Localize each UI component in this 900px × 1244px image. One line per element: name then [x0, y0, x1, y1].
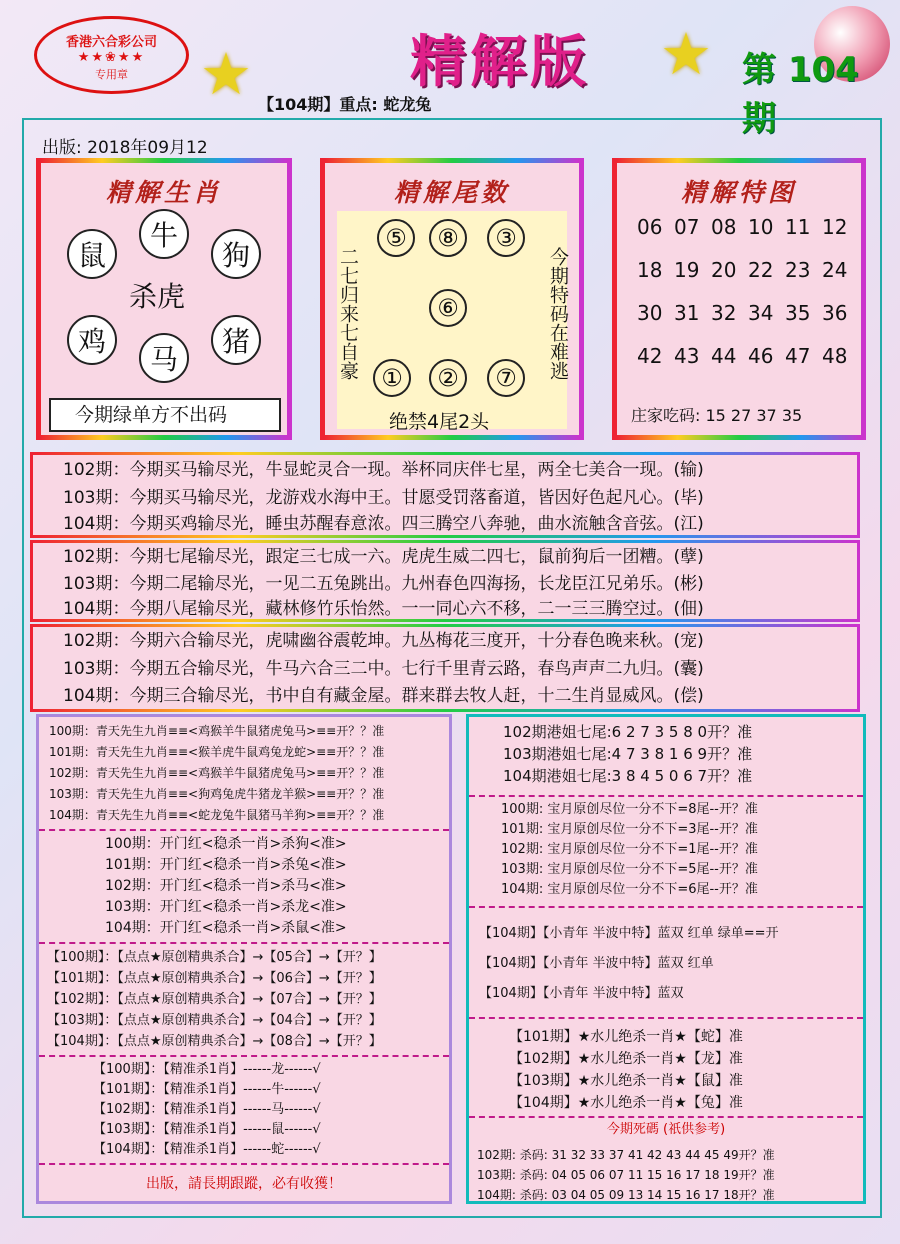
special-number: 22 [748, 258, 774, 282]
poem-block-3 [30, 624, 860, 712]
list-item: 100期：开门红<稳杀一肖>杀狗<准> [105, 836, 347, 852]
tail-circle: ⑦ [487, 359, 525, 397]
company-seal: 香港六合彩公司 ★★❀★★ 专用章 [34, 16, 189, 94]
list-item: 【104期】【小青年 半波中特】蓝双 红单 [479, 956, 714, 971]
page-title: 精解版 [410, 29, 590, 95]
list-item: 101期：青天先生九肖≡≡<猴羊虎牛鼠鸡兔龙蛇>≡≡开？？准 [49, 745, 385, 759]
poem-block-1 [30, 452, 860, 538]
zodiac-heading: 精解生肖 [105, 178, 222, 207]
tail-circle: ⑧ [429, 219, 467, 257]
list-item: 【102期】：【精准杀1肖】------马------√ [93, 1102, 321, 1117]
list-item: 101期：开门红<稳杀一肖>杀兔<准> [105, 857, 347, 873]
special-number: 43 [674, 344, 700, 368]
zodiac-circle: 狗 [211, 229, 261, 279]
tail-panel [320, 158, 584, 440]
list-item: 102期：开门红<稳杀一肖>杀马<准> [105, 878, 347, 894]
special-number: 20 [711, 258, 737, 282]
special-number: 46 [748, 344, 774, 368]
right-column [466, 714, 866, 1204]
list-item: 【101期】★水儿绝杀一肖★【蛇】准 [509, 1029, 743, 1045]
special-number: 47 [785, 344, 811, 368]
list-item: 【102期】★水儿绝杀一肖★【龙】准 [509, 1051, 743, 1067]
list-item: 103期：青天先生九肖≡≡<狗鸡兔虎牛猪龙羊猴>≡≡开？？准 [49, 787, 385, 801]
divider [469, 795, 863, 797]
dead-code-title: 今期死碼 (祇供参考) [469, 1116, 863, 1137]
special-number: 24 [822, 258, 848, 282]
nine-zodiac-list [39, 717, 449, 826]
special-number: 36 [822, 301, 848, 325]
special-number: 19 [674, 258, 700, 282]
special-number: 10 [748, 215, 774, 239]
poem-line: 103期：今期五合输尽光，牛马六合三二中。七行千里青云路，春鸟声声二九归。(囊) [63, 659, 704, 679]
list-item: 103期：开门红<稳杀一肖>杀龙<准> [105, 899, 347, 915]
list-item: 102期: 宝月原创尽位一分不下=1尾--开？准 [501, 842, 758, 857]
list-item: 102期: 杀码: 31 32 33 37 41 42 43 44 45 49开？准 [477, 1148, 775, 1162]
list-item: 100期: 宝月原创尽位一分不下=8尾--开？准 [501, 802, 758, 817]
special-number: 23 [785, 258, 811, 282]
banker-codes: 庄家吃码: 15 27 37 35 [631, 406, 803, 425]
divider [39, 1055, 449, 1057]
special-number: 08 [711, 215, 737, 239]
special-number: 18 [637, 258, 663, 282]
zodiac-circle: 马 [139, 333, 189, 383]
list-item: 【102期】：【点点★原创精典杀合】→【07合】→【开？】 [47, 992, 382, 1007]
poem-line: 102期：今期六合输尽光，虎啸幽谷震乾坤。九丛梅花三度开，十分春色晚来秋。(宠) [63, 631, 704, 651]
zodiac-panel [36, 158, 292, 440]
list-item: 104期：青天先生九肖≡≡<蛇龙兔牛鼠猪马羊狗>≡≡开？？准 [49, 808, 385, 822]
list-item: 101期: 宝月原创尽位一分不下=3尾--开？准 [501, 822, 758, 837]
list-item: 【100期】：【点点★原创精典杀合】→【05合】→【开？】 [47, 950, 382, 965]
list-item: 【103期】：【点点★原创精典杀合】→【04合】→【开？】 [47, 1013, 382, 1028]
list-item: 104期: 宝月原创尽位一分不下=6尾--开？准 [501, 882, 758, 897]
zodiac-circle: 鼠 [67, 229, 117, 279]
tail-circle: ① [373, 359, 411, 397]
divider [39, 829, 449, 831]
poem-line: 102期：今期七尾输尽光，跟定三七成一六。虎虎生威二四七，鼠前狗后一团糟。(孽) [63, 547, 704, 567]
special-number: 48 [822, 344, 848, 368]
tail-circle: ② [429, 359, 467, 397]
special-number: 31 [674, 301, 700, 325]
special-number: 11 [785, 215, 811, 239]
divider [469, 906, 863, 908]
poem-line: 104期：今期三合输尽光，书中自有藏金屋。群来群去牧人赶，十二生肖显威风。(偿) [63, 686, 704, 706]
water-kill-list [469, 1022, 863, 1114]
star-icon: ★ [200, 40, 252, 108]
special-panel [612, 158, 866, 440]
list-item: 【104期】：【点点★原创精典杀合】→【08合】→【开？】 [47, 1034, 382, 1049]
poem-block-2 [30, 540, 860, 622]
special-number: 07 [674, 215, 700, 239]
special-number: 06 [637, 215, 663, 239]
tail-circle: ⑤ [377, 219, 415, 257]
poem-line: 103期：今期买马输尽光，龙游戏水海中王。甘愿受罚落畜道，皆因好色起凡心。(毕) [63, 488, 704, 508]
list-item: 【104期】：【精准杀1肖】------蛇------√ [93, 1142, 321, 1157]
footer-note: 出版，請長期跟蹤，必有收獲！ [146, 1176, 342, 1192]
yue-tail-list [469, 800, 863, 900]
list-item: 103期港姐七尾:4 7 3 8 1 6 9开？准 [503, 745, 753, 763]
list-item: 【104期】【小青年 半波中特】蓝双 红单 绿单==开 [479, 926, 779, 941]
youth-wave-list [469, 911, 863, 1009]
list-item: 【100期】：【精准杀1肖】------龙------√ [93, 1062, 321, 1077]
poem-line: 102期：今期买马输尽光，牛显蛇灵合一现。举杯同庆伴七星，两全七美合一现。(输) [63, 460, 704, 480]
key-zodiac-line: 【104期】重点: 蛇龙兔 [258, 95, 432, 114]
poem-line: 104期：今期买鸡输尽光，睡虫苏醒春意浓。四三腾空八奔驰，曲水流触含音弦。(江) [63, 514, 704, 534]
special-number: 42 [637, 344, 663, 368]
star-icon: ★ [660, 20, 712, 88]
list-item: 【104期】★水儿绝杀一肖★【兔】准 [509, 1095, 743, 1111]
tail-circle: ③ [487, 219, 525, 257]
poem-line: 104期：今期八尾输尽光，藏林修竹乐怡然。一一同心六不移，二一三三腾空过。(佃) [63, 599, 704, 619]
kill-one-list [39, 1060, 449, 1160]
tail-right-verse: 今期特码在难逃 [547, 247, 569, 380]
list-item: 103期: 杀码: 04 05 06 07 11 15 16 17 18 19开？准 [477, 1168, 775, 1182]
special-number: 12 [822, 215, 848, 239]
hk-seven-tails [469, 717, 863, 787]
list-item: 102期：青天先生九肖≡≡<鸡猴羊牛鼠猪虎兔马>≡≡开？？准 [49, 766, 385, 780]
list-item: 100期：青天先生九肖≡≡<鸡猴羊牛鼠猪虎兔马>≡≡开？？准 [49, 724, 385, 738]
list-item: 104期港姐七尾:3 8 4 5 0 6 7开？准 [503, 767, 753, 785]
zodiac-center: 杀虎 [129, 280, 186, 313]
list-item: 103期: 宝月原创尽位一分不下=5尾--开？准 [501, 862, 758, 877]
tail-circle: ⑥ [429, 289, 467, 327]
poem-line: 103期：今期二尾输尽光，一见二五兔跳出。九州春色四海扬，长龙臣江兄弟乐。(彬) [63, 574, 704, 594]
list-item: 【104期】【小青年 半波中特】蓝双 [479, 986, 684, 1001]
special-number: 34 [748, 301, 774, 325]
list-item: 【103期】★水儿绝杀一肖★【鼠】准 [509, 1073, 743, 1089]
list-item: 【101期】：【点点★原创精典杀合】→【06合】→【开？】 [47, 971, 382, 986]
list-item: 【101期】：【精准杀1肖】------牛------√ [93, 1082, 321, 1097]
list-item: 【103期】：【精准杀1肖】------鼠------√ [93, 1122, 321, 1137]
list-item: 104期：开门红<稳杀一肖>杀鼠<准> [105, 920, 347, 936]
divider [39, 1163, 449, 1165]
special-number: 32 [711, 301, 737, 325]
divider [469, 1017, 863, 1019]
zodiac-circle: 鸡 [67, 315, 117, 365]
tail-heading: 精解尾数 [393, 178, 510, 207]
tail-left-verse: 二七归来七自豪 [337, 247, 359, 380]
publish-date: 出版: 2018年09月12 [42, 138, 208, 158]
open-red-list [39, 834, 449, 939]
special-number: 35 [785, 301, 811, 325]
zodiac-note: 今期绿单方不出码 [49, 398, 281, 432]
dead-code-list [469, 1137, 863, 1205]
list-item: 104期: 杀码: 03 04 05 09 13 14 15 16 17 18开？准 [477, 1188, 775, 1202]
combo-list [39, 947, 449, 1052]
left-column [36, 714, 452, 1204]
list-item: 102期港姐七尾:6 2 7 3 5 8 0开？准 [503, 723, 753, 741]
zodiac-circle: 牛 [139, 209, 189, 259]
special-heading: 精解特图 [680, 178, 797, 207]
special-number: 44 [711, 344, 737, 368]
special-number: 30 [637, 301, 663, 325]
tail-footer: 绝禁4尾2头 [389, 411, 490, 433]
zodiac-circle: 猪 [211, 315, 261, 365]
divider [39, 942, 449, 944]
issue-number: 第 104 期 [742, 50, 859, 139]
